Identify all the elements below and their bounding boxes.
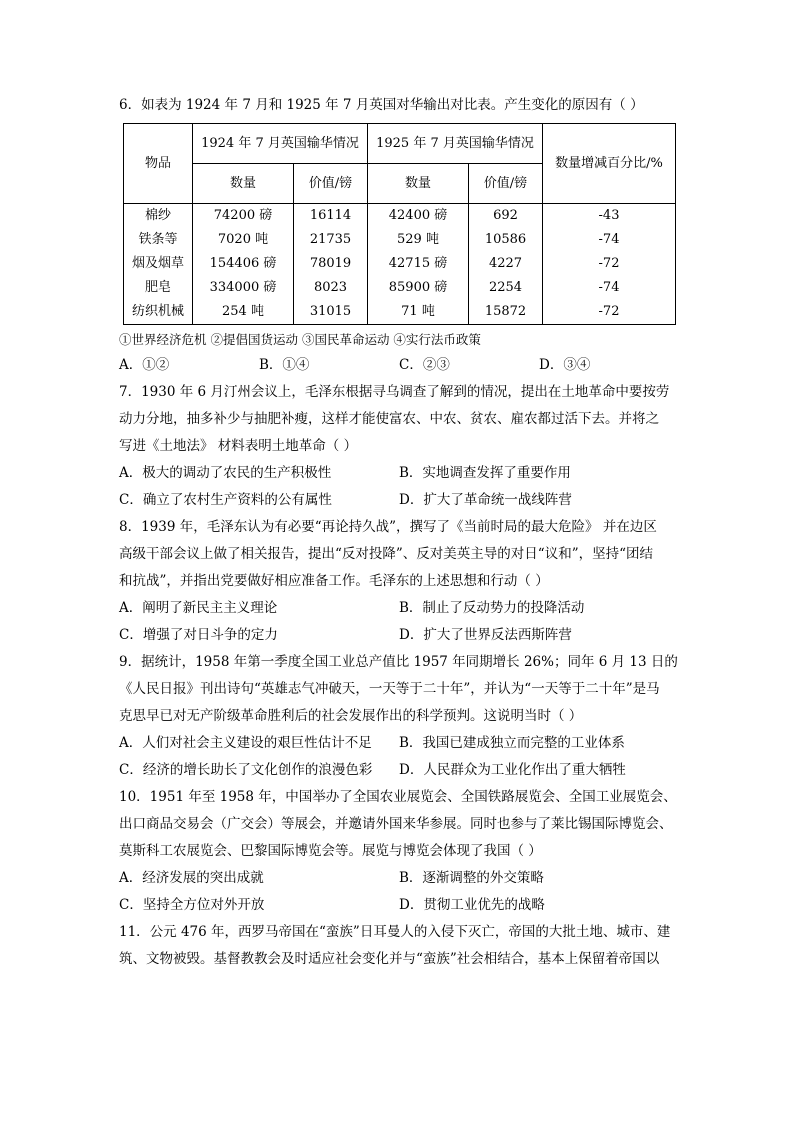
q6-stem: 6．如表为 1924 年 7 月和 1925 年 7 月英国对华输出对比表。产生变化的原因有（ ） [119,97,644,113]
option-a[interactable]: A．①② [119,357,170,373]
table-cell: 154406 磅 [209,256,277,271]
q8-line: 8．1939 年，毛泽东认为有必要“再论持久战”，撰写了《当前时局的最大危险》 并在边区 [119,519,657,535]
table-header-1925: 1925 年 7 月英国输华情况 [368,124,543,164]
table-cell: 78019 [309,256,352,271]
table-header-item: 物品 [124,124,193,204]
qty-1925-cell [368,204,469,325]
q10-line: 莫斯科工农展览会、巴黎国际博览会等。展览与博览会体现了我国（ ） [119,843,542,859]
table-cell: 8023 [313,280,348,295]
table-cell: 529 吨 [397,232,439,247]
pct-cell [543,204,676,325]
table-cell: 肥皂 [144,280,171,295]
q8-options-row-2 [119,622,679,649]
q7-line: 7．1930 年 6 月汀州会议上，毛泽东根据寻乌调查了解到的情况，提出在土地革命中要按劳 [119,384,670,400]
table-cell: 42400 磅 [388,208,448,223]
option-d[interactable]: D．扩大了革命统一战线阵营 [399,492,572,508]
table-cell: 15872 [484,304,527,319]
value-1925-cell [469,204,543,325]
q9-line: 克思早已对无产阶级革命胜利后的社会发展作出的科学预判。这说明当时（ ） [119,708,583,724]
questions [119,92,679,973]
table-cell: 254 吨 [222,304,264,319]
q7-line: 动力分地，抽多补少与抽肥补瘦，这样才能使富农、中农、贫农、雇农都过活下去。并将之 [119,411,659,427]
option-c[interactable]: C．②③ [399,357,450,373]
table-subheader-qty-1924: 数量 [193,164,294,204]
option-c[interactable]: C．增强了对日斗争的定力 [119,627,278,643]
table-row [124,204,676,325]
table-cell: 692 [493,208,518,223]
option-b[interactable]: B．我国已建成独立而完整的工业体系 [399,735,625,751]
trade-table [123,123,676,325]
table-cell: 71 吨 [401,304,435,319]
q6-note: ①世界经济危机 ②提倡国货运动 ③国民革命运动 ④实行法币政策 [119,332,481,347]
table-cell: 烟及烟草 [131,256,184,271]
q8-line: 高级干部会议上做了相关报告，提出“反对投降”、反对美英主导的对日“议和”，坚持“团结 [119,546,654,562]
table-cell: 21735 [309,232,352,247]
table-cell: 74200 磅 [213,208,273,223]
value-1924-cell [294,204,368,325]
option-b[interactable]: B．①④ [259,357,310,373]
table-header-pct: 数量增减百分比/% [543,124,676,204]
table-subheader-value-1925: 价值/镑 [469,164,543,204]
table-cell: 10586 [484,232,527,247]
items-cell [124,204,193,325]
option-a[interactable]: A．人们对社会主义建设的艰巨性估计不足 [119,735,372,751]
q7-options-row-1 [119,460,679,487]
table-header-1924: 1924 年 7 月英国输华情况 [193,124,368,164]
option-d[interactable]: D．贯彻工业优先的战略 [399,897,545,913]
option-d[interactable]: D．扩大了世界反法西斯阵营 [399,627,572,643]
table-cell: 85900 磅 [388,280,448,295]
q9-line: 9．据统计，1958 年第一季度全国工业总产值比 1957 年同期增长 26%；同年 6 月 13 日的 [119,654,678,670]
q6-options [119,352,679,379]
option-b[interactable]: B．逐渐调整的外交策略 [399,870,544,886]
option-a[interactable]: A．极大的调动了农民的生产积极性 [119,465,332,481]
q11-line: 筑、文物被毁。基督教教会及时适应社会变化并与“蛮族”社会相结合，基本上保留着帝国以 [119,951,660,967]
option-c[interactable]: C．经济的增长助长了文化创作的浪漫色彩 [119,762,373,778]
q10-line: 出口商品交易会（广交会）等展会，并邀请外国来华参展。同时也参与了莱比锡国际博览会、 [119,816,673,832]
table-cell: -72 [598,256,620,271]
table-cell: -72 [598,304,620,319]
table-cell: 16114 [309,208,352,223]
option-c[interactable]: C．确立了农村生产资料的公有属性 [119,492,332,508]
table-cell: -74 [598,280,620,295]
table-subheader-qty-1925: 数量 [368,164,469,204]
q11-line: 11．公元 476 年，西罗马帝国在“蛮族”日耳曼人的入侵下灭亡，帝国的大批土地、城市、建 [119,924,671,940]
table-cell: -74 [598,232,620,247]
option-c[interactable]: C．坚持全方位对外开放 [119,897,265,913]
q10-options-row-1 [119,865,679,892]
q8-options-row-1 [119,595,679,622]
table-cell: -43 [598,208,620,223]
table-cell: 铁条等 [138,232,178,247]
option-b[interactable]: B．制止了反动势力的投降活动 [399,600,585,616]
table-cell: 42715 磅 [388,256,448,271]
q10-options-row-2 [119,892,679,919]
option-d[interactable]: D．③④ [539,357,591,373]
table-cell: 棉纱 [144,208,171,223]
table-cell: 7020 吨 [217,232,269,247]
q9-options-row-1 [119,730,679,757]
table-cell: 纺织机械 [131,304,184,319]
table-cell: 334000 磅 [209,280,277,295]
q8-line: 和抗战”，并指出党要做好相应准备工作。毛泽东的上述思想和行动（ ） [119,573,549,589]
table-subheader-value-1924: 价值/镑 [294,164,368,204]
option-a[interactable]: A．阐明了新民主主义理论 [119,600,278,616]
qty-1924-cell [193,204,294,325]
option-a[interactable]: A．经济发展的突出成就 [119,870,264,886]
table-cell: 2254 [488,280,523,295]
q7-options-row-2 [119,487,679,514]
q9-options-row-2 [119,757,679,784]
q10-line: 10．1951 年至 1958 年，中国举办了全国农业展览会、全国铁路展览会、全国工业展览会、 [119,789,677,805]
table-cell: 31015 [309,304,352,319]
table-cell: 4227 [488,256,523,271]
option-b[interactable]: B．实地调查发挥了重要作用 [399,465,571,481]
q9-line: 《人民日报》刊出诗句“英雄志气冲破天，一天等于二十年”，并认为“一天等于二十年”是马 [119,681,660,697]
option-d[interactable]: D．人民群众为工业化作出了重大牺牲 [399,762,626,778]
q7-line: 写进《土地法》 材料表明土地革命（ ） [119,438,358,454]
